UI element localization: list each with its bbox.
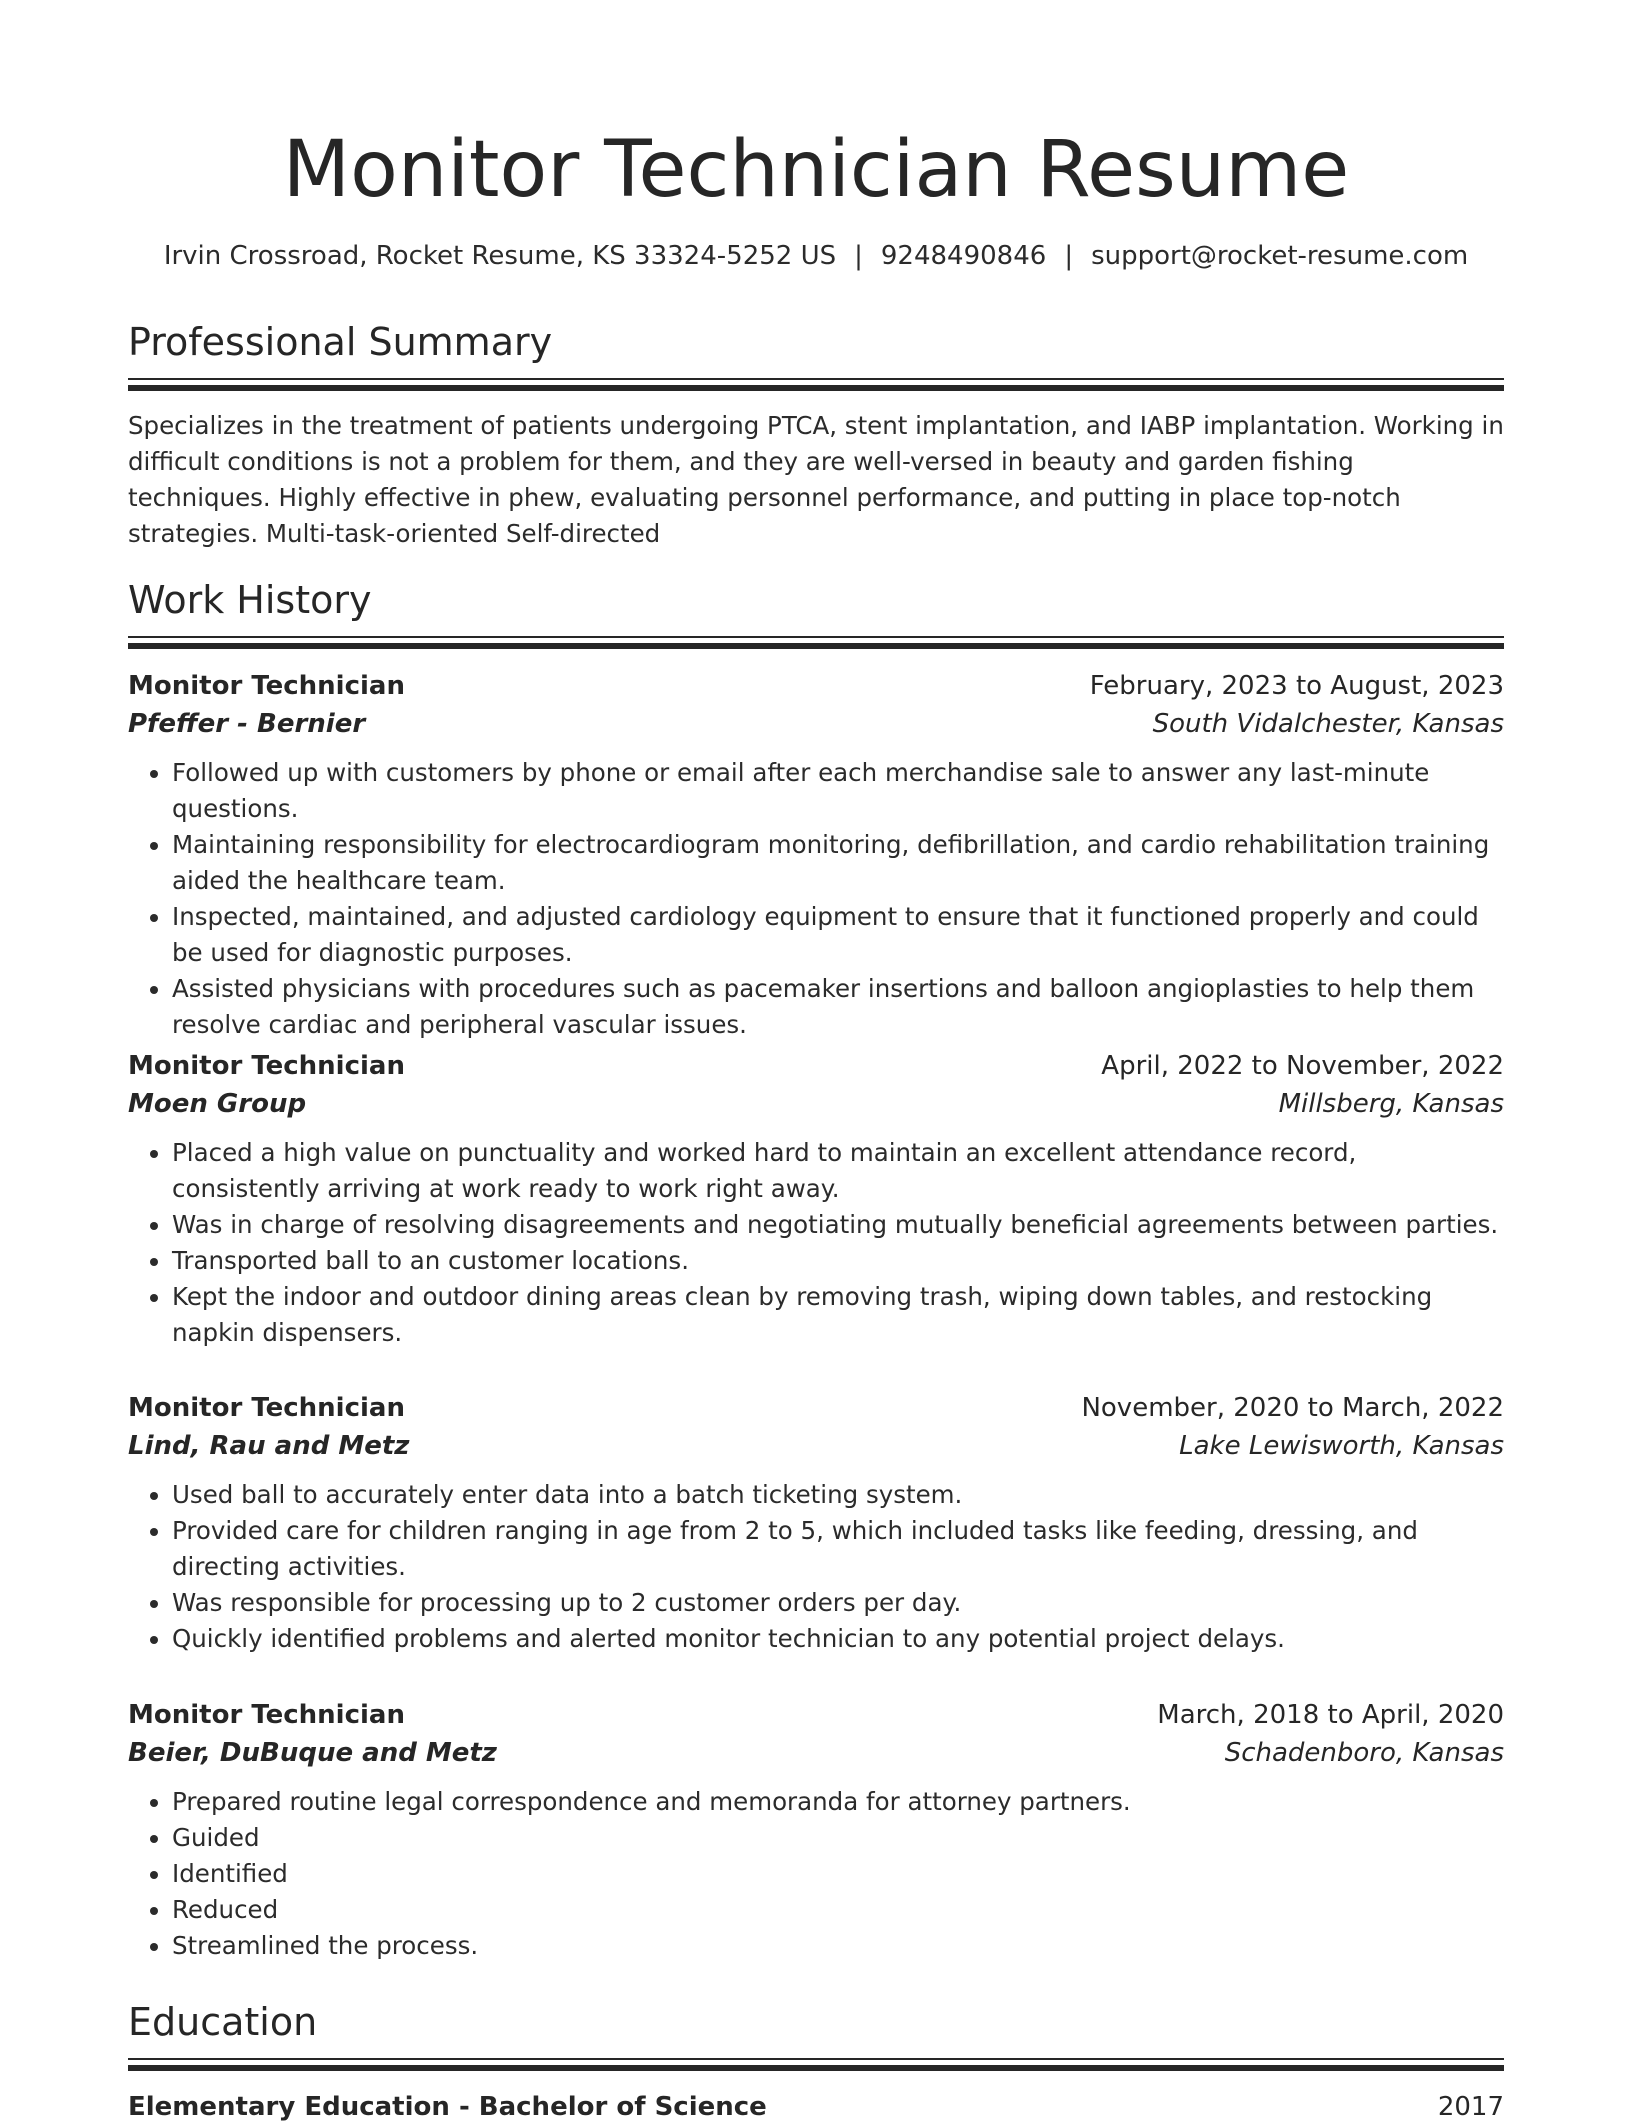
job-bullet: • Reduced xyxy=(172,1892,1504,1928)
job-bullet: • Was responsible for processing up to 2 customer orders per day. xyxy=(172,1585,1504,1621)
job-title: Monitor Technician xyxy=(128,1700,405,1730)
job-dates: February, 2023 to August, 2023 xyxy=(1089,671,1504,701)
job-bullet: • Maintaining responsibility for electrocardiogram monitoring, defibrillation, and cardio rehabilitation training aided the healthcare team. xyxy=(172,827,1504,899)
section-divider xyxy=(128,636,1504,650)
contact-address: Irvin Crossroad, Rocket Resume, KS 33324-5252 US xyxy=(163,241,837,271)
job-entry xyxy=(128,1389,1504,1657)
contact-email: support@rocket-resume.com xyxy=(1091,241,1469,271)
job-bullet: • Followed up with customers by phone or email after each merchandise sale to answer any last-minute questions. xyxy=(172,755,1504,827)
job-bullets xyxy=(128,1784,1504,1964)
job-entry xyxy=(128,1047,1504,1351)
summary-section xyxy=(128,318,1504,552)
job-location: Schadenboro, Kansas xyxy=(1224,1738,1504,1768)
job-bullets xyxy=(128,1477,1504,1657)
job-bullet: • Inspected, maintained, and adjusted cardiology equipment to ensure that it functioned properly and could be used for diagnostic purposes. xyxy=(172,899,1504,971)
job-dates: April, 2022 to November, 2022 xyxy=(1101,1051,1504,1081)
job-header-row xyxy=(128,1696,1504,1734)
job-bullet: • Guided xyxy=(172,1820,1504,1856)
job-subheader-row xyxy=(128,1427,1504,1465)
job-company: Pfeffer - Bernier xyxy=(128,709,366,739)
summary-heading: Professional Summary xyxy=(128,320,553,364)
job-bullet: • Transported ball to an customer locations. xyxy=(172,1243,1504,1279)
job-header-row xyxy=(128,1047,1504,1085)
contact-separator: | xyxy=(854,241,863,271)
summary-text: Specializes in the treatment of patients undergoing PTCA, stent implantation, and IABP implantation. Working in difficult conditions is not a problem for them, and they are well-versed in beauty and garden fishing techniques. Highly effective in phew, evaluating personnel performance, and putting in place top-notch strategies. Multi-task-oriented Self-directed xyxy=(128,411,1504,548)
job-bullet: • Kept the indoor and outdoor dining areas clean by removing trash, wiping down tables, and restocking napkin dispensers. xyxy=(172,1279,1504,1351)
job-entry xyxy=(128,667,1504,1043)
section-divider xyxy=(128,2058,1504,2072)
job-bullets xyxy=(128,755,1504,1043)
job-company: Moen Group xyxy=(128,1089,307,1119)
job-dates: November, 2020 to March, 2022 xyxy=(1081,1393,1504,1423)
job-bullet: • Prepared routine legal correspondence and memoranda for attorney partners. xyxy=(172,1784,1504,1820)
education-heading: Education xyxy=(128,2000,318,2044)
job-bullet: • Placed a high value on punctuality and worked hard to maintain an excellent attendance record, consistently arriving at work ready to work right away. xyxy=(172,1135,1504,1207)
job-bullet: • Identified xyxy=(172,1856,1504,1892)
resume-title: Monitor Technician Resume xyxy=(282,125,1350,215)
job-subheader-row xyxy=(128,1734,1504,1772)
job-location: South Vidalchester, Kansas xyxy=(1152,709,1504,739)
job-subheader-row xyxy=(128,705,1504,743)
job-bullet: • Was in charge of resolving disagreements and negotiating mutually beneficial agreements between parties. xyxy=(172,1207,1504,1243)
job-bullet: • Assisted physicians with procedures such as pacemaker insertions and balloon angioplasties to help them resolve cardiac and peripheral vascular issues. xyxy=(172,971,1504,1043)
education-section xyxy=(128,1998,1504,2072)
contact-line xyxy=(128,238,1504,274)
job-location: Lake Lewisworth, Kansas xyxy=(1179,1431,1504,1461)
job-entry xyxy=(128,1696,1504,1964)
job-bullet: • Used ball to accurately enter data into a batch ticketing system. xyxy=(172,1477,1504,1513)
education-degree: Elementary Education - Bachelor of Science xyxy=(128,2092,767,2122)
job-header-row xyxy=(128,667,1504,705)
job-dates: March, 2018 to April, 2020 xyxy=(1157,1700,1504,1730)
job-bullets xyxy=(128,1135,1504,1351)
section-divider xyxy=(128,378,1504,392)
job-title: Monitor Technician xyxy=(128,1393,405,1423)
job-subheader-row xyxy=(128,1085,1504,1123)
job-title: Monitor Technician xyxy=(128,1051,405,1081)
work-history-section xyxy=(128,576,1504,650)
education-entry xyxy=(128,2088,1504,2126)
job-company: Lind, Rau and Metz xyxy=(128,1431,410,1461)
contact-separator: | xyxy=(1064,241,1074,271)
job-bullet: • Provided care for children ranging in age from 2 to 5, which included tasks like feeding, dressing, and directing activities. xyxy=(172,1513,1504,1585)
job-company: Beier, DuBuque and Metz xyxy=(128,1738,497,1768)
job-location: Millsberg, Kansas xyxy=(1278,1089,1504,1119)
job-bullet: • Quickly identified problems and alerted monitor technician to any potential project delays. xyxy=(172,1621,1504,1657)
contact-phone: 9248490846 xyxy=(880,241,1047,271)
job-title: Monitor Technician xyxy=(128,671,405,701)
job-header-row xyxy=(128,1389,1504,1427)
education-year: 2017 xyxy=(1437,2092,1504,2122)
work-history-heading: Work History xyxy=(128,578,372,622)
job-bullet: • Streamlined the process. xyxy=(172,1928,1504,1964)
